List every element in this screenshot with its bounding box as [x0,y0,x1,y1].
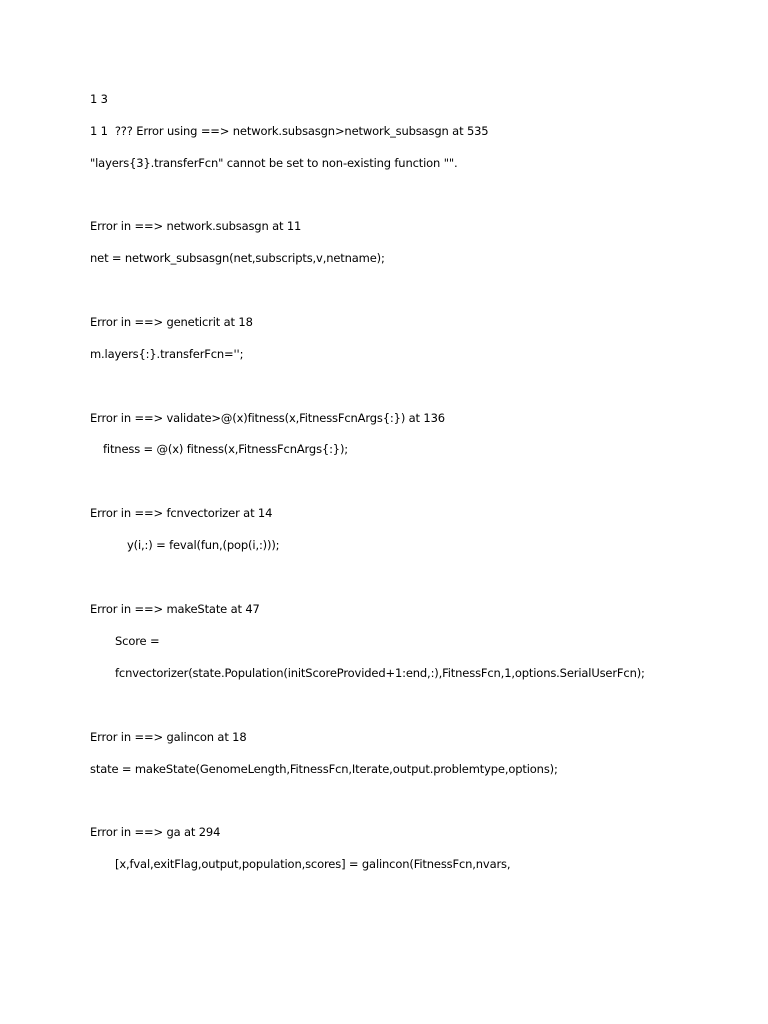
text-line: 1 3 [90,92,108,106]
code-line: fcnvectorizer(state.Population(initScoreProvided+1:end,:),FitnessFcn,1,options.SerialUserFcn); [115,666,645,680]
error-heading: Error in ==> geneticrit at 18 [90,315,253,329]
code-line: m.layers{:}.transferFcn=''; [90,347,244,361]
error-heading: Error in ==> ga at 294 [90,825,221,839]
code-line: y(i,:) = feval(fun,(pop(i,:))); [127,538,280,552]
error-heading: Error in ==> network.subsasgn at 11 [90,219,302,233]
error-heading: Error in ==> makeState at 47 [90,602,260,616]
code-line: state = makeState(GenomeLength,FitnessFcn,Iterate,output.problemtype,options); [90,762,558,776]
error-heading: Error in ==> fcnvectorizer at 14 [90,506,273,520]
code-line: fitness = @(x) fitness(x,FitnessFcnArgs{:}); [103,442,349,456]
error-heading: Error in ==> galincon at 18 [90,730,247,744]
code-line: Score = [115,634,160,648]
error-heading: Error in ==> validate>@(x)fitness(x,FitnessFcnArgs{:}) at 136 [90,411,445,425]
code-line: net = network_subsasgn(net,subscripts,v,netname); [90,251,385,265]
error-message-line: 1 1 ??? Error using ==> network.subsasgn>network_subsasgn at 535 [90,124,489,138]
error-detail-line: "layers{3}.transferFcn" cannot be set to non-existing function "". [90,156,458,170]
code-line: [x,fval,exitFlag,output,population,scores] = galincon(FitnessFcn,nvars, [115,857,511,871]
